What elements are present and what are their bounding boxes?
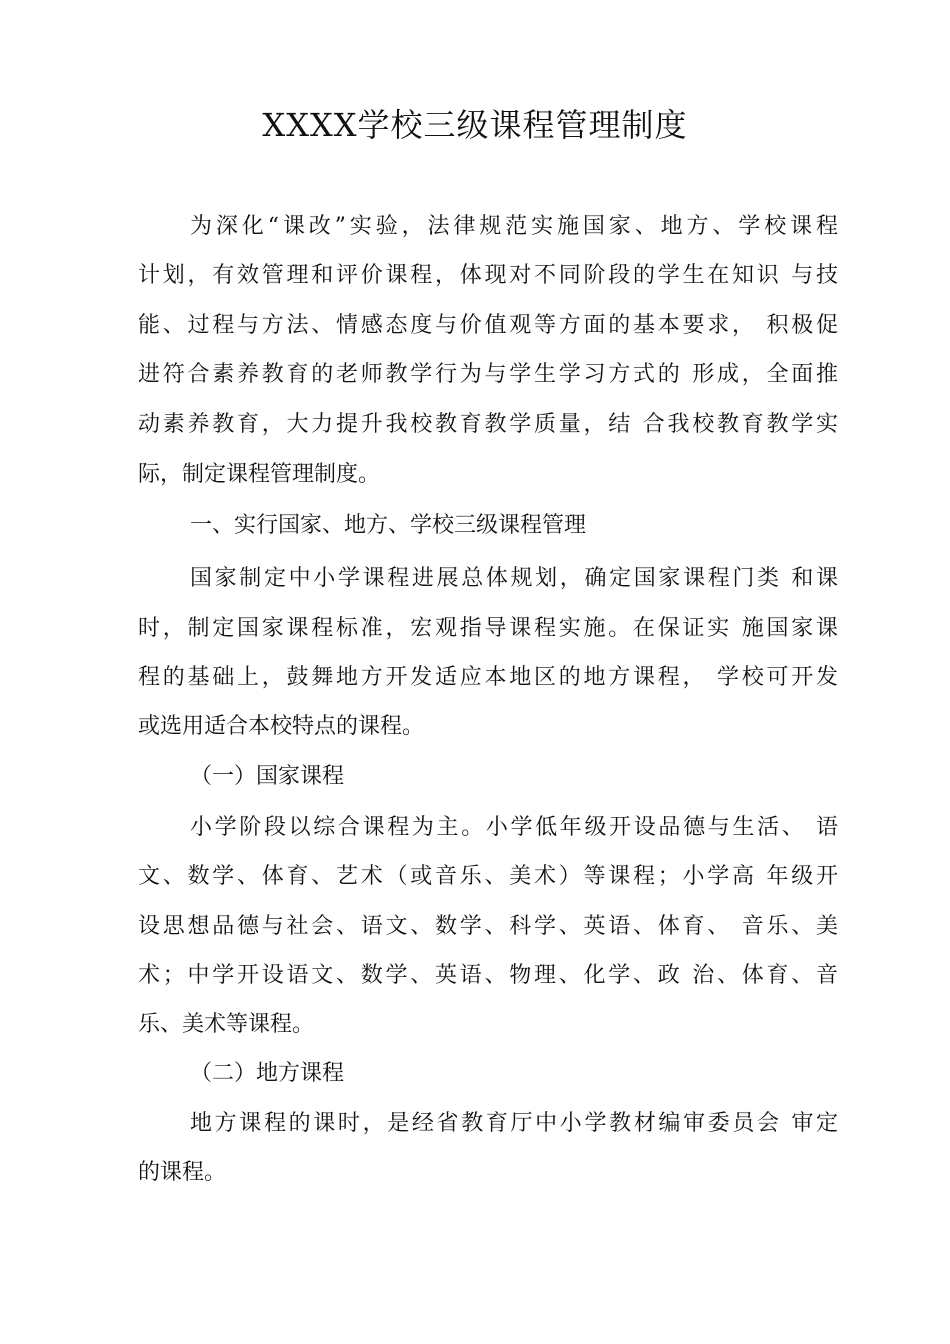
paragraph-line: 程的基础上，鼓舞地方开发适应本地区的地方课程， 学校可开发 [138,665,838,690]
paragraph-line: 国家制定中小学课程进展总体规划，确定国家课程门类 和课 [190,566,838,591]
paragraph-line: 计划，有效管理和评价课程，体现对不同阶段的学生在知识 与技 [138,263,838,288]
paragraph-line: 为深化“课改”实验，法律规范实施国家、地方、学校课程 [190,214,838,239]
paragraph-line: 时，制定国家课程标准，宏观指导课程实施。在保证实 施国家课 [138,616,838,641]
paragraph-line: 设思想品德与社会、语文、数学、科学、英语、体育、 音乐、美 [138,914,838,939]
paragraph-line: 地方课程的课时，是经省教育厅中小学教材编审委员会 审定 [190,1111,838,1136]
section-heading: 一、实行国家、地方、学校三级课程管理 [190,513,587,538]
paragraph-line: 进符合素养教育的老师教学行为与学生学习方式的 形成，全面推 [138,362,838,387]
paragraph-line: 术；中学开设语文、数学、英语、物理、化学、政 治、体育、音 [138,963,838,988]
subsection-heading: （二）地方课程 [190,1061,345,1086]
paragraph-line: 文、数学、体育、艺术（或音乐、美术）等课程；小学高 年级开 [138,864,838,889]
paragraph-line: 或选用适合本校特点的课程。 [138,714,425,739]
paragraph-line: 乐、美术等课程。 [138,1012,315,1037]
paragraph-line: 动素养教育，大力提升我校教育教学质量，结 合我校教育教学实 [138,412,838,437]
document-title: XXXX学校三级课程管理制度 [262,106,688,144]
paragraph-line: 际，制定课程管理制度。 [138,462,381,487]
paragraph-line: 小学阶段以综合课程为主。小学低年级开设品德与生活、 语 [190,815,838,840]
paragraph-line: 能、过程与方法、情感态度与价值观等方面的基本要求， 积极促 [138,313,838,338]
subsection-heading: （一）国家课程 [190,764,345,789]
paragraph-line: 的课程。 [138,1160,227,1185]
